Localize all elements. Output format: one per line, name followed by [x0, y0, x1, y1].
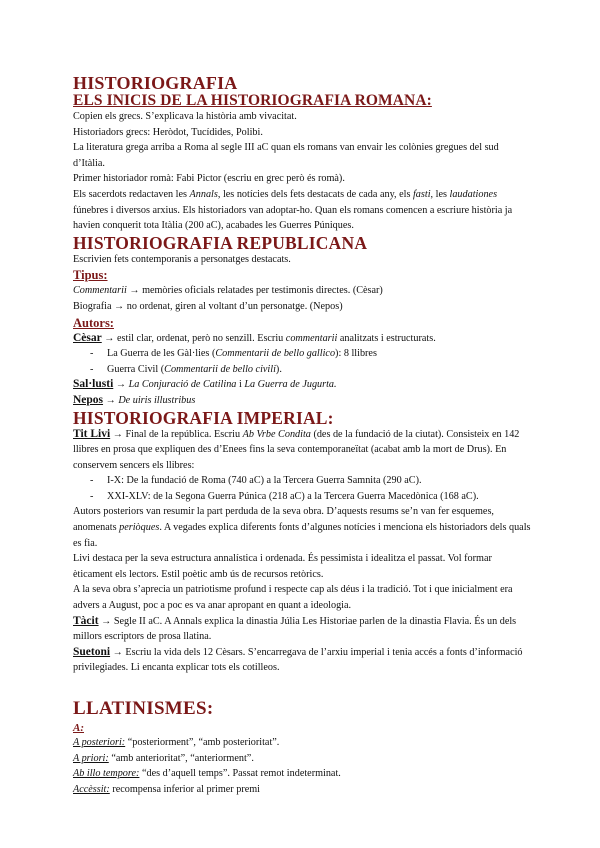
inicis-p2: Historiadors grecs: Heròdot, Tucídides, Polibi.	[73, 126, 263, 138]
livi-list-item: - XXI-XLV: de la Segona Guerra Púnica (218 aC) a la Tercera Guerra Macedònica (168 aC).	[73, 489, 531, 505]
llatinisme-item: A priori: “amb anterioritat”, “anteriorment”.	[73, 752, 254, 764]
llatinisme-item: Ab illo tempore: “des d’aquell temps”. Passat remot indeterminat.	[73, 768, 341, 780]
autor-livi: Tit Livi → Final de la república. Escriu Ab Vrbe Condita (des de la fundació de la ciutat). Consisteix en 142 llibres en prosa que expliquen des d’Enees fins la seva contemporaneïtat (acabat amb la mort de Drus). En conservem sencers els llibres:	[73, 427, 520, 471]
tipus-biografia: Biografia → no ordenat, giren al voltant d’un personatge. (Nepos)	[73, 300, 343, 312]
heading-inicis: ELS INICIS DE LA HISTORIOGRAFIA ROMANA:	[73, 92, 432, 109]
autor-nepos: Nepos → De uiris illustribus	[73, 393, 196, 406]
livi-p2: Autors posteriors van resumir la part perduda de la seva obra. D’aquests resums se’n van fer esquemes, anomenats periòques. A vegades explica diferents fonts d’algunes notícies i menciona els historiadors dels quals es fia.	[73, 506, 531, 549]
cesar-list-item: - La Guerra de les Gàl·lies (Commentarii de bello gallico): 8 llibres	[73, 346, 531, 362]
autor-suetoni: Suetoni → Escriu la vida dels 12 Cèsars. S’encarregava de l’arxiu imperial i tenia accés a fonts d’informació privilegiades. Li encanta explicar tots els cotilleos.	[73, 645, 523, 674]
llatinisme-item: Accèssit: recompensa inferior al primer premi	[73, 783, 260, 795]
autor-tacit: Tàcit → Segle II aC. A Annals explica la dinastia Júlia Les Historiae parlen de la dinastia Flavia. És un dels millors escriptors de prosa llatina.	[73, 614, 517, 643]
cesar-list-item: - Guerra Civil (Commentarii de bello civili).	[73, 362, 531, 378]
inicis-p4: Primer historiador romà: Fabi Pictor (escriu en grec però és romà).	[73, 173, 345, 185]
page-title: HISTORIOGRAFIA	[73, 73, 238, 93]
label-autors: Autors:	[73, 315, 114, 330]
heading-llatinismes: LLATINISMES:	[73, 698, 214, 719]
tipus-commentarii: Commentarii → memòries oficials relatades per testimonis directes. (Cèsar)	[73, 285, 383, 297]
llatinisme-item: A posteriori: “posteriorment”, “amb posterioritat”.	[73, 737, 280, 748]
letter-a: A:	[73, 722, 84, 734]
section-spacer	[73, 676, 531, 698]
heading-republicana: HISTORIOGRAFIA REPUBLICANA	[73, 232, 368, 253]
livi-p4: A la seva obra s’aprecia un patriotisme profund i respecte cap als déus i la tradició. Tot i que inicialment era advers a August, poc a poc es va anar apropant en quant a ideologia.	[73, 584, 513, 612]
rep-p1: Escrivien fets contemporanis a personatges destacats.	[73, 253, 291, 265]
inicis-p5: Els sacerdots redactaven les Annals, les notícies dels fets destacats de cada any, els fasti, les laudationes fúnebres i diversos arxius. Els historiadors van adoptar-ho. Quan els romans comencen a escriure història ja havien conquerit tota Itàlia (200 aC), acabades les Guerres Púniques.	[73, 188, 513, 232]
label-tipus: Tipus:	[73, 268, 108, 283]
inicis-p3: La literatura grega arriba a Roma al segle III aC quan els romans van envair les colònies gregues del sud d’Itàlia.	[73, 142, 499, 169]
document-body	[73, 74, 531, 797]
autor-salusti: Sal·lusti → La Conjuració de Catilina i La Guerra de Jugurta.	[73, 378, 337, 391]
livi-list-item: - I-X: De la fundació de Roma (740 aC) a la Tercera Guerra Samnita (290 aC).	[73, 473, 531, 489]
heading-imperial: HISTORIOGRAFIA IMPERIAL:	[73, 407, 334, 428]
inicis-p1: Copien els grecs. S’explicava la història amb vivacitat.	[73, 111, 297, 122]
livi-p3: Livi destaca per la seva estructura annalística i ordenada. És pessimista i idealitza el passat. Vol formar èticament els lectors. Estil poètic amb ús de recursos retòrics.	[73, 553, 492, 580]
autor-cesar: Cèsar → estil clar, ordenat, però no senzill. Escriu commentarii analitzats i estructurats.	[73, 331, 436, 344]
